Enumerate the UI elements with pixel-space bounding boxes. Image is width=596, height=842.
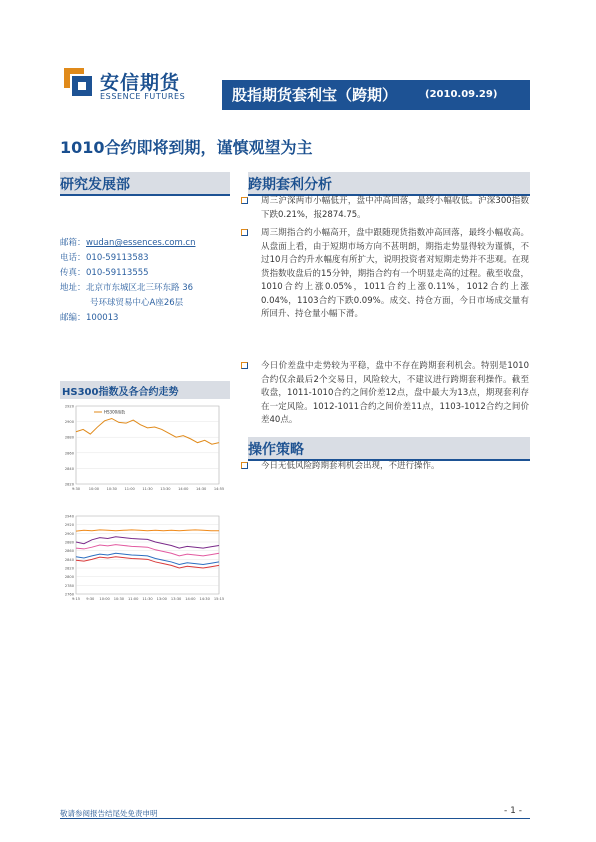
company-logo (62, 66, 202, 106)
y-tick-label: 2760 (64, 592, 74, 597)
x-tick-label: 9:30 (86, 597, 95, 601)
left-section-divider (60, 194, 230, 196)
address-line1: 北京市东城区北三环东路 36 (86, 283, 194, 293)
strategy-text-1: 今日无低风险跨期套利机会出现，不进行操作。 (261, 461, 440, 471)
contact-phone-row (60, 251, 240, 266)
y-tick-label: 2780 (64, 583, 74, 588)
right-section-header (248, 172, 530, 194)
x-tick-label: 11:30 (142, 597, 153, 601)
y-tick-label: 2840 (64, 557, 74, 562)
footer-divider (60, 818, 530, 819)
phone-label: 电话： (60, 253, 86, 263)
x-tick-label: 11:00 (128, 597, 139, 601)
x-tick-label: 14:30 (199, 597, 210, 601)
page-number: - 1 - (504, 806, 522, 816)
x-tick-label: 10:30 (113, 597, 125, 601)
fax-value: 010-59113555 (86, 268, 149, 278)
y-tick-label: 2920 (64, 404, 74, 409)
x-tick-label: 10:30 (106, 487, 117, 491)
x-tick-label: 11:00 (124, 487, 135, 491)
contact-address-row (60, 281, 240, 296)
y-tick-label: 2820 (64, 566, 74, 571)
logo-name-cn: 安信期货 (100, 72, 181, 94)
zip-value: 100013 (86, 313, 119, 323)
email-label: 邮箱： (60, 238, 86, 248)
y-tick-label: 2880 (64, 435, 74, 440)
address-line2: 号环球贸易中心A座26层 (90, 298, 184, 308)
bullet-icon (241, 362, 248, 369)
contact-zip-row (60, 311, 240, 326)
x-tick-label: 11:30 (142, 487, 153, 491)
x-tick-label: 13:30 (160, 487, 171, 491)
y-tick-label: 2820 (64, 482, 74, 487)
y-tick-label: 2900 (64, 531, 74, 536)
y-tick-label: 2900 (64, 420, 74, 425)
bullet-icon (241, 197, 248, 204)
analysis-text-1: 周三沪深两市小幅低开，盘中冲高回落，最终小幅收低。沪深300指数下跌0.21%，报2874.75。 (261, 196, 529, 220)
legend-label: HS300指数 (104, 409, 126, 415)
x-tick-label: 14:00 (178, 487, 189, 491)
zip-label: 邮编： (60, 313, 86, 323)
y-tick-label: 2860 (64, 549, 74, 554)
x-tick-label: 13:00 (156, 597, 167, 601)
bullet-icon (241, 462, 248, 469)
x-tick-label: 14:00 (185, 597, 196, 601)
contact-block (60, 236, 240, 326)
x-tick-label: 14:55 (213, 487, 225, 491)
address-label: 地址： (60, 283, 86, 293)
plot-area (76, 406, 219, 484)
x-tick-label: 10:00 (99, 597, 110, 601)
y-tick-label: 2880 (64, 540, 74, 545)
y-tick-label: 2840 (64, 466, 74, 471)
left-section-title: 研究发展部 (60, 177, 130, 193)
contact-email-row (60, 236, 240, 251)
strategy-bullet-1 (249, 460, 529, 474)
strategy-section-title: 操作策略 (248, 442, 304, 458)
logo-mark-icon (62, 66, 94, 98)
right-section-title: 跨期套利分析 (248, 177, 332, 193)
hs300-chart (60, 402, 225, 496)
report-date: (2010.09.29) (425, 89, 498, 100)
x-tick-label: 9:15 (71, 597, 81, 601)
left-section-header (60, 172, 230, 194)
analysis-bullet-2 (249, 227, 529, 322)
page-headline: 1010合约即将到期，谨慎观望为主 (60, 138, 313, 157)
chart-section-title: HS300指数及各合约走势 (62, 387, 179, 398)
y-tick-label: 2800 (64, 575, 74, 580)
chart-section-header (60, 381, 230, 399)
x-tick-label: 13:30 (170, 597, 182, 601)
report-banner (222, 80, 530, 110)
analysis-text-2: 周三期指合约小幅高开，盘中跟随现货指数冲高回落，最终小幅收高。从盘面上看，由于短期市场方向不甚明朗，期指走势显得较为谨慎，不过10月合约升水幅度有所扩大，说明投资者对短期走势并不悲观。在现货指数收盘后的15分钟，期指合约有一个明显走高的过程。截至收盘，1010合约上涨0.05%，1011合约上涨0.11%，1012合约上涨0.04%，1103合约下跌0.09%。成交、持仓方面，今日市场成交量有所回升、持仓量小幅下滑。 (261, 228, 529, 319)
y-tick-label: 2860 (64, 451, 74, 456)
x-tick-label: 9:30 (71, 487, 81, 491)
analysis-text-3: 今日价差盘中走势较为平稳，盘中不存在跨期套利机会。特别是1010合约仅余最后2个交易日，风险较大，不建议进行跨期套利操作。截至收盘，1011-1010合约之间价差12点，盘中最大为13点，期现套利存在一定风险。1012-1011合约之间价差11点，1103-1012合约之间价差40点。 (261, 361, 529, 425)
bullet-icon (241, 229, 248, 236)
analysis-bullet-1 (249, 195, 529, 222)
contracts-chart (60, 512, 225, 606)
report-title: 股指期货套利宝（跨期） (232, 86, 398, 104)
analysis-bullet-3 (249, 360, 529, 428)
logo-name-en: ESSENCE FUTURES (100, 92, 186, 101)
x-tick-label: 15:15 (213, 597, 225, 601)
x-tick-label: 10:00 (88, 487, 100, 491)
phone-value: 010-59113583 (86, 253, 149, 263)
strategy-section-header (248, 437, 530, 459)
email-link[interactable]: wudan@essences.com.cn (86, 238, 196, 248)
y-tick-label: 2940 (64, 514, 74, 519)
fax-label: 传真： (60, 268, 86, 278)
y-tick-label: 2920 (64, 523, 74, 528)
contact-fax-row (60, 266, 240, 281)
x-tick-label: 14:30 (195, 487, 207, 491)
footer-disclaimer: 敬请参阅报告结尾处免责申明 (60, 809, 158, 818)
